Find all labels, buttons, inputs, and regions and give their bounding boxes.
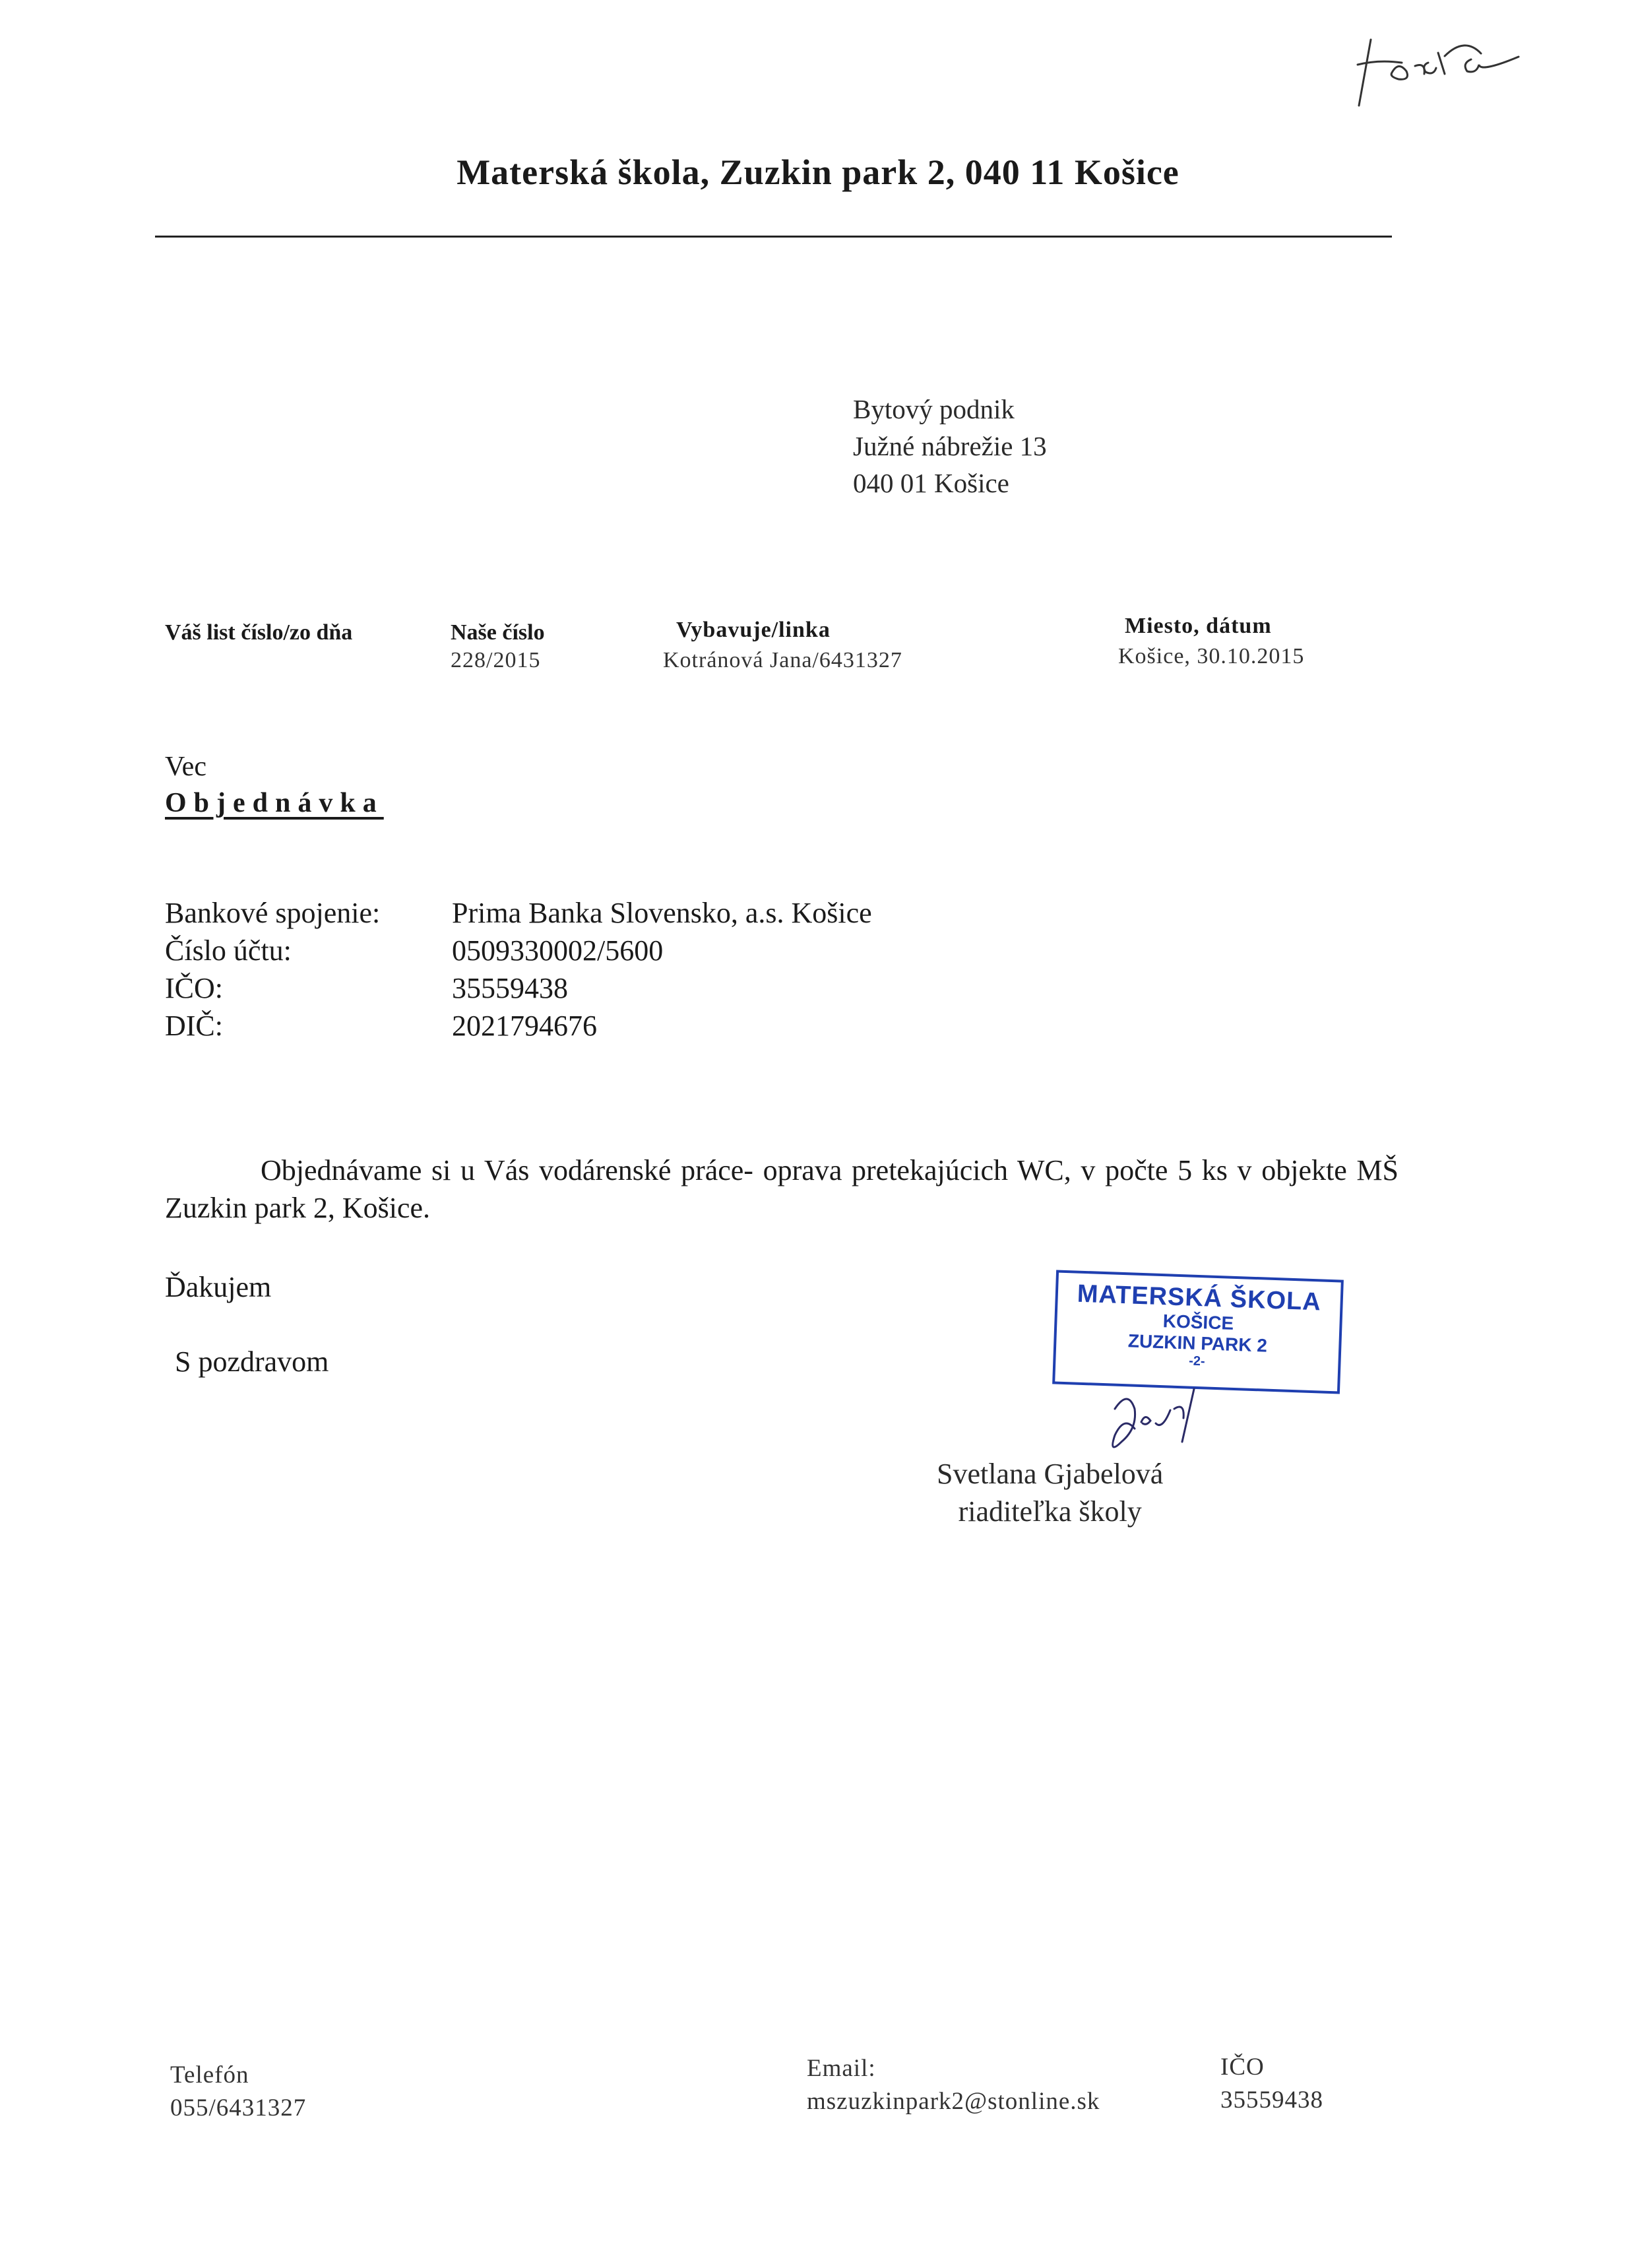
bank-value: Prima Banka Slovensko, a.s. Košice [452, 897, 872, 929]
signatory-role: riaditeľka školy [958, 1495, 1142, 1528]
ico-label: IČO: [165, 972, 223, 1004]
recipient-address [853, 391, 1047, 502]
footer-email [807, 2052, 1100, 2118]
footer-phone-label: Telefón [170, 2061, 249, 2089]
stamp-line-2: KOŠICE [1162, 1311, 1234, 1334]
bank-details-labels [165, 894, 380, 1045]
signatory-block [937, 1455, 1163, 1530]
footer-ico [1220, 2051, 1323, 2117]
our-number-label: Naše číslo [451, 620, 545, 645]
letterhead-title: Materská škola, Zuzkin park 2, 040 11 Košice [456, 152, 1180, 192]
signatory-name: Svetlana Gjabelová [937, 1458, 1164, 1490]
stamp-line-3: ZUZKIN PARK 2 [1127, 1330, 1268, 1356]
handled-by-value: Kotránová Jana/6431327 [663, 648, 902, 672]
recipient-city: 040 01 Košice [853, 468, 1009, 498]
footer-ico-value: 35559438 [1220, 2087, 1323, 2114]
footer-email-label: Email: [807, 2055, 876, 2082]
footer-phone [170, 2059, 306, 2125]
subject-label: Vec [165, 752, 206, 782]
account-label: Číslo účtu: [165, 934, 292, 967]
bank-details-values [452, 894, 872, 1045]
your-letter-label: Váš list číslo/zo dňa [165, 620, 353, 645]
header-divider [155, 236, 1392, 238]
dic-label: DIČ: [165, 1010, 223, 1042]
closing-thanks: Ďakujem [165, 1271, 272, 1303]
footer-email-value: mszuzkinpark2@stonline.sk [807, 2088, 1100, 2115]
order-paragraph [165, 1151, 1399, 1227]
school-stamp [1052, 1270, 1344, 1394]
handwritten-corner-note [1339, 26, 1544, 112]
place-date-label: Miesto, dátum [1125, 614, 1272, 638]
handled-by-label: Vybavuje/linka [676, 618, 831, 642]
closing-regards: S pozdravom [175, 1345, 329, 1378]
footer-phone-value: 055/6431327 [170, 2094, 307, 2122]
footer-ico-label: IČO [1220, 2054, 1265, 2081]
subject-title: Objednávka [165, 788, 384, 818]
order-text: Objednávame si u Vás vodárenské práce- oprava pretekajúcich WC, v počte 5 ks v objekte MŠ Zuzkin park 2, Košice. [165, 1154, 1399, 1224]
recipient-name: Bytový podnik [853, 394, 1015, 424]
our-number-value: 228/2015 [451, 648, 541, 672]
stamp-line-1: MATERSKÁ ŠKOLA [1077, 1280, 1322, 1316]
account-value: 0509330002/5600 [452, 934, 664, 967]
stamp-line-4: -2- [1188, 1353, 1206, 1369]
recipient-street: Južné nábrežie 13 [853, 431, 1047, 461]
ico-value: 35559438 [452, 972, 568, 1004]
bank-label: Bankové spojenie: [165, 897, 381, 929]
place-date-value: Košice, 30.10.2015 [1118, 644, 1305, 668]
dic-value: 2021794676 [452, 1010, 597, 1042]
